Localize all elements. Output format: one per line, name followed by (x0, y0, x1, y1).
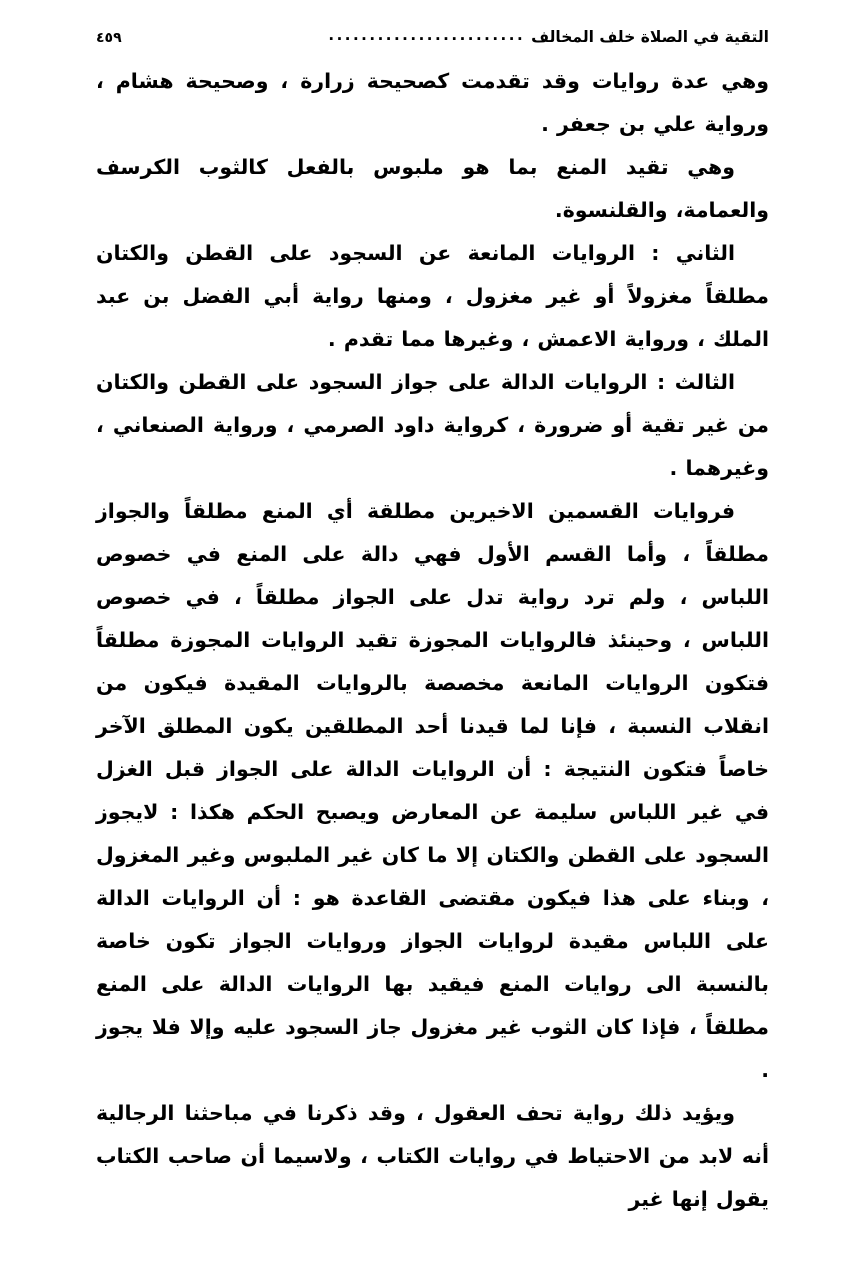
paragraph-2: وهي تقيد المنع بما هو ملبوس بالفعل كالثوب الكرسف والعمامة، والقلنسوة. (96, 155, 769, 222)
paragraph-1: وهي عدة روايات وقد تقدمت كصحيحة زرارة ، وصحيحة هشام ، ورواية علي بن جعفر . (96, 69, 769, 136)
page-number: ٤٥٩ (96, 30, 122, 46)
header-dot-leader: ........................ (328, 26, 526, 44)
paragraph-6: ويؤيد ذلك رواية تحف العقول ، وقد ذكرنا في مباحثنا الرجالية أنه لابد من الاحتياط في روايات الكتاب ، ولاسيما أن صاحب الكتاب يقول إنها غير (96, 1101, 769, 1211)
paragraph-3: الثاني : الروايات المانعة عن السجود على القطن والكتان مطلقاً مغزولاً أو غير مغزول ، ومنها رواية أبي الفضل بن عبد الملك ، ورواية الاعمش ، وغيرها مما تقدم . (96, 241, 769, 351)
paragraph-4: الثالث : الروايات الدالة على جواز السجود على القطن والكتان من غير تقية أو ضرورة ، كرواية داود الصرمي ، ورواية الصنعاني ، وغيرهما . (96, 370, 769, 480)
header-title: التقية في الصلاة خلف المخالف (531, 28, 769, 46)
page-body (96, 60, 769, 1221)
paragraph-5: فروايات القسمين الاخيرين مطلقة أي المنع مطلقاً والجواز مطلقاً ، وأما القسم الأول فهي دالة على المنع في خصوص اللباس ، ولم ترد رواية تدل على الجواز مطلقاً ، في خصوص اللباس ، وحينئذ فالروايات المجوزة تقيد الروايات المجوزة مطلقاً فتكون الروايات المانعة مخصصة بالروايات المقيدة فيكون من انقلاب النسبة ، فإنا لما قيدنا أحد المطلقين يكون المطلق الآخر خاصاً فتكون النتيجة : أن الروايات الدالة على الجواز قبل الغزل في غير اللباس سليمة عن المعارض ويصبح الحكم هكذا : لايجوز السجود على القطن والكتان إلا ما كان غير الملبوس وغير المغزول ، وبناء على هذا فيكون مقتضى القاعدة هو : أن الروايات الدالة على اللباس مقيدة لروايات الجواز وروايات الجواز تكون خاصة بالنسبة الى روايات المنع فيقيد بها الروايات الدالة على المنع مطلقاً ، فإذا كان الثوب غير مغزول جاز السجود عليه وإلا فلا يجوز . (96, 499, 769, 1082)
page-header (96, 28, 769, 46)
